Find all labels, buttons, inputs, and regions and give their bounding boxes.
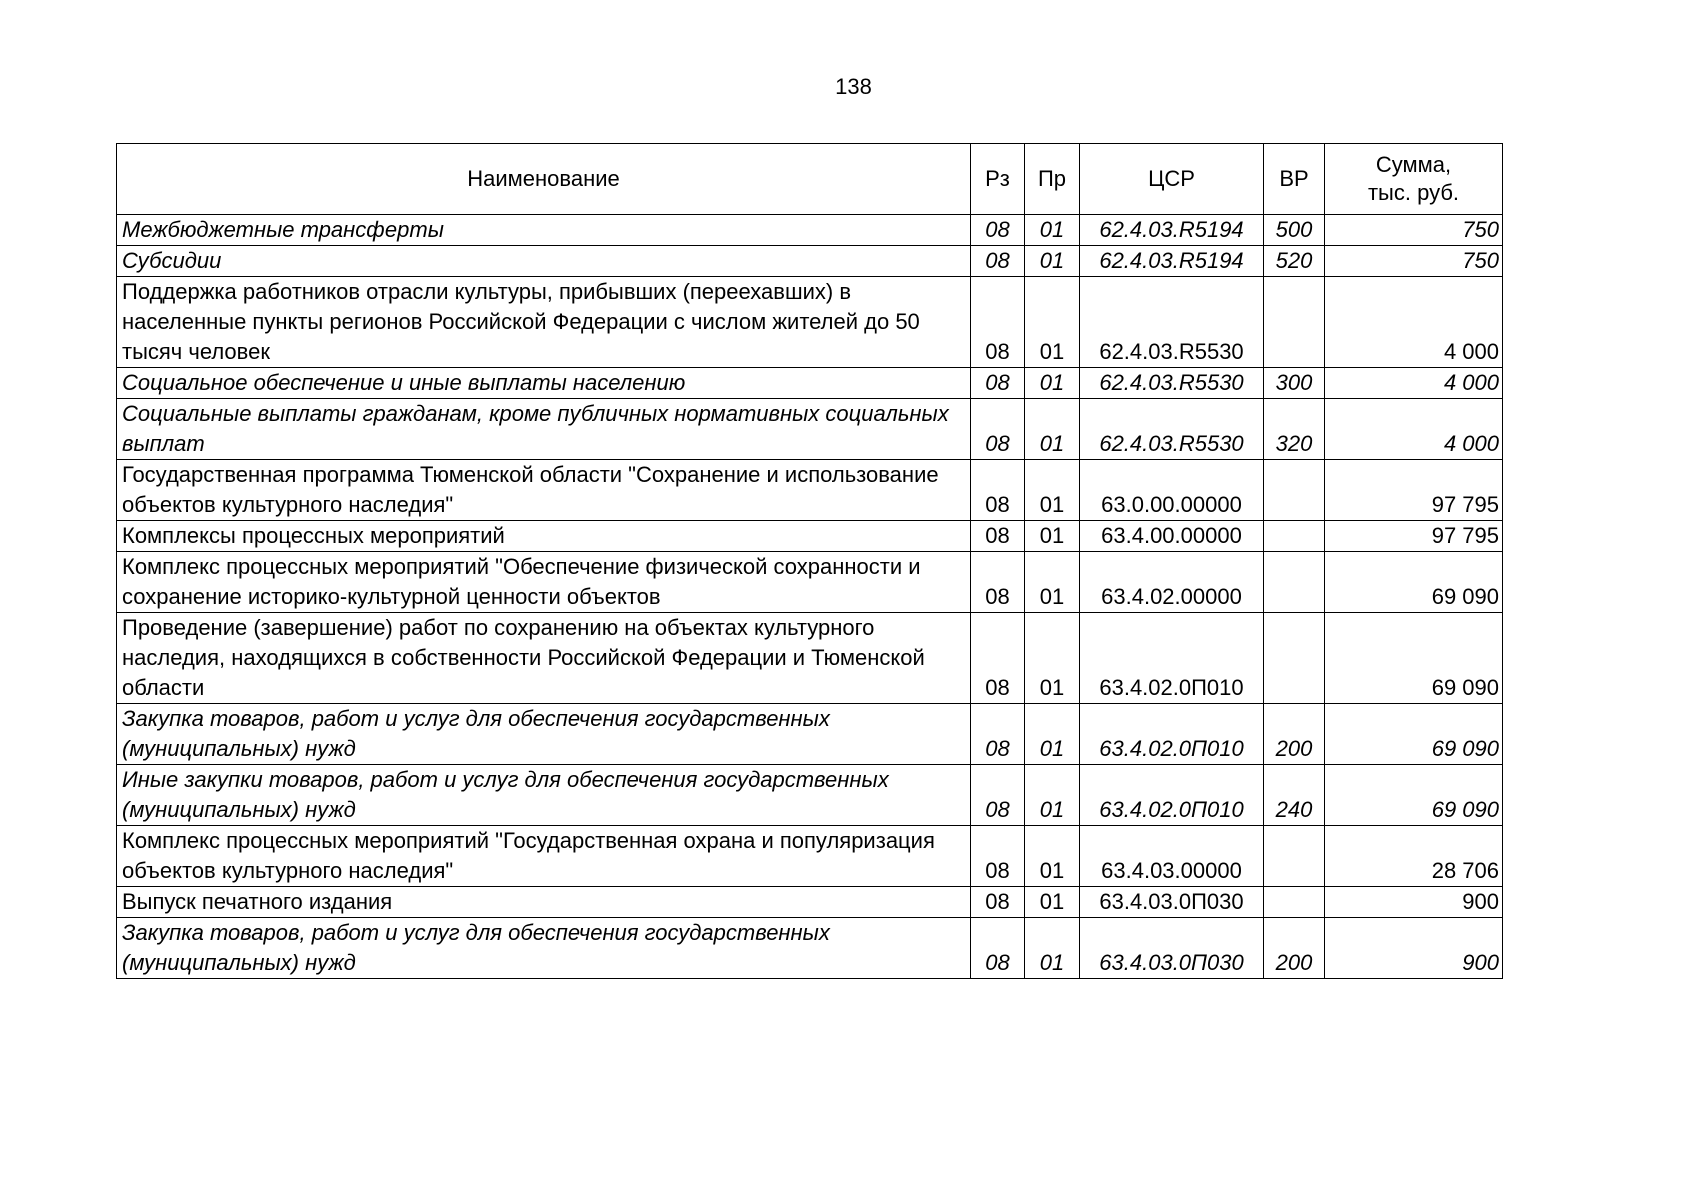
- cell-csr: 63.4.00.00000: [1080, 521, 1264, 552]
- budget-table: [116, 143, 1503, 979]
- cell-sum: 4 000: [1325, 277, 1503, 368]
- cell-rz: 08: [971, 246, 1025, 277]
- cell-rz: 08: [971, 765, 1025, 826]
- table-row: [117, 826, 1503, 887]
- table-row: [117, 368, 1503, 399]
- cell-sum: 69 090: [1325, 613, 1503, 704]
- cell-sum: 69 090: [1325, 765, 1503, 826]
- cell-sum: 97 795: [1325, 460, 1503, 521]
- cell-pr: 01: [1025, 826, 1080, 887]
- cell-pr: 01: [1025, 277, 1080, 368]
- cell-rz: 08: [971, 521, 1025, 552]
- cell-vr: [1264, 521, 1325, 552]
- cell-vr: 200: [1264, 918, 1325, 979]
- header-csr: ЦСР: [1080, 144, 1264, 215]
- cell-rz: 08: [971, 368, 1025, 399]
- cell-sum: 900: [1325, 887, 1503, 918]
- cell-csr: 63.4.02.00000: [1080, 552, 1264, 613]
- cell-csr: 62.4.03.R5194: [1080, 246, 1264, 277]
- cell-rz: 08: [971, 704, 1025, 765]
- header-sum: [1325, 144, 1503, 215]
- cell-pr: 01: [1025, 887, 1080, 918]
- cell-vr: 300: [1264, 368, 1325, 399]
- cell-csr: 63.4.03.00000: [1080, 826, 1264, 887]
- table-row: [117, 215, 1503, 246]
- cell-name: Проведение (завершение) работ по сохранению на объектах культурного наследия, находящихся в собственности Российской Федерации и Тюменской области: [117, 613, 971, 704]
- cell-name: Выпуск печатного издания: [117, 887, 971, 918]
- cell-sum: 4 000: [1325, 399, 1503, 460]
- cell-pr: 01: [1025, 246, 1080, 277]
- cell-name: Комплекс процессных мероприятий "Обеспечение физической сохранности и сохранение историко-культурной ценности объектов: [117, 552, 971, 613]
- header-sum-line2: тыс. руб.: [1367, 180, 1460, 205]
- cell-sum: 69 090: [1325, 552, 1503, 613]
- cell-rz: 08: [971, 613, 1025, 704]
- cell-pr: 01: [1025, 368, 1080, 399]
- table-row: [117, 277, 1503, 368]
- cell-sum: 750: [1325, 246, 1503, 277]
- cell-sum: 69 090: [1325, 704, 1503, 765]
- cell-sum: 4 000: [1325, 368, 1503, 399]
- table-row: [117, 704, 1503, 765]
- cell-pr: 01: [1025, 918, 1080, 979]
- cell-name: Социальное обеспечение и иные выплаты населению: [117, 368, 971, 399]
- cell-pr: 01: [1025, 215, 1080, 246]
- cell-pr: 01: [1025, 460, 1080, 521]
- cell-sum: 750: [1325, 215, 1503, 246]
- header-sum-line1: Сумма,: [1375, 152, 1452, 177]
- table-row: [117, 460, 1503, 521]
- table-row: [117, 918, 1503, 979]
- header-pr: Пр: [1025, 144, 1080, 215]
- cell-csr: 62.4.03.R5530: [1080, 399, 1264, 460]
- cell-vr: [1264, 552, 1325, 613]
- cell-rz: 08: [971, 552, 1025, 613]
- cell-sum: 28 706: [1325, 826, 1503, 887]
- table-row: [117, 552, 1503, 613]
- table-header-row: [117, 144, 1503, 215]
- page-number: 138: [835, 74, 872, 99]
- cell-name: Социальные выплаты гражданам, кроме публичных нормативных социальных выплат: [117, 399, 971, 460]
- cell-rz: 08: [971, 887, 1025, 918]
- cell-csr: 63.4.02.0П010: [1080, 704, 1264, 765]
- cell-rz: 08: [971, 826, 1025, 887]
- cell-vr: [1264, 613, 1325, 704]
- cell-pr: 01: [1025, 521, 1080, 552]
- cell-csr: 63.4.02.0П010: [1080, 765, 1264, 826]
- cell-name: Субсидии: [117, 246, 971, 277]
- cell-csr: 63.4.02.0П010: [1080, 613, 1264, 704]
- header-name: Наименование: [117, 144, 971, 215]
- cell-pr: 01: [1025, 765, 1080, 826]
- cell-vr: [1264, 460, 1325, 521]
- cell-name: Межбюджетные трансферты: [117, 215, 971, 246]
- cell-rz: 08: [971, 399, 1025, 460]
- cell-sum: 97 795: [1325, 521, 1503, 552]
- cell-name: Закупка товаров, работ и услуг для обеспечения государственных (муниципальных) нужд: [117, 918, 971, 979]
- cell-csr: 62.4.03.R5530: [1080, 368, 1264, 399]
- cell-name: Иные закупки товаров, работ и услуг для обеспечения государственных (муниципальных) нужд: [117, 765, 971, 826]
- cell-name: Закупка товаров, работ и услуг для обеспечения государственных (муниципальных) нужд: [117, 704, 971, 765]
- cell-pr: 01: [1025, 704, 1080, 765]
- cell-name: Поддержка работников отрасли культуры, прибывших (переехавших) в населенные пункты регионов Российской Федерации с числом жителей до 50 тысяч человек: [117, 277, 971, 368]
- cell-pr: 01: [1025, 552, 1080, 613]
- cell-vr: 500: [1264, 215, 1325, 246]
- cell-rz: 08: [971, 918, 1025, 979]
- cell-rz: 08: [971, 215, 1025, 246]
- cell-vr: 320: [1264, 399, 1325, 460]
- cell-pr: 01: [1025, 613, 1080, 704]
- cell-vr: 200: [1264, 704, 1325, 765]
- cell-csr: 63.4.03.0П030: [1080, 887, 1264, 918]
- cell-name: Государственная программа Тюменской области "Сохранение и использование объектов культурного наследия": [117, 460, 971, 521]
- table-row: [117, 887, 1503, 918]
- header-vr: ВР: [1264, 144, 1325, 215]
- cell-rz: 08: [971, 460, 1025, 521]
- cell-name: Комплекс процессных мероприятий "Государственная охрана и популяризация объектов культурного наследия": [117, 826, 971, 887]
- cell-csr: 62.4.03.R5530: [1080, 277, 1264, 368]
- cell-csr: 63.4.03.0П030: [1080, 918, 1264, 979]
- cell-vr: 520: [1264, 246, 1325, 277]
- cell-vr: 240: [1264, 765, 1325, 826]
- cell-vr: [1264, 887, 1325, 918]
- table-row: [117, 613, 1503, 704]
- table-row: [117, 765, 1503, 826]
- table-row: [117, 399, 1503, 460]
- table-row: [117, 246, 1503, 277]
- cell-csr: 62.4.03.R5194: [1080, 215, 1264, 246]
- cell-name: Комплексы процессных мероприятий: [117, 521, 971, 552]
- cell-vr: [1264, 277, 1325, 368]
- table-row: [117, 521, 1503, 552]
- cell-pr: 01: [1025, 399, 1080, 460]
- cell-rz: 08: [971, 277, 1025, 368]
- cell-vr: [1264, 826, 1325, 887]
- header-rz: Рз: [971, 144, 1025, 215]
- cell-sum: 900: [1325, 918, 1503, 979]
- cell-csr: 63.0.00.00000: [1080, 460, 1264, 521]
